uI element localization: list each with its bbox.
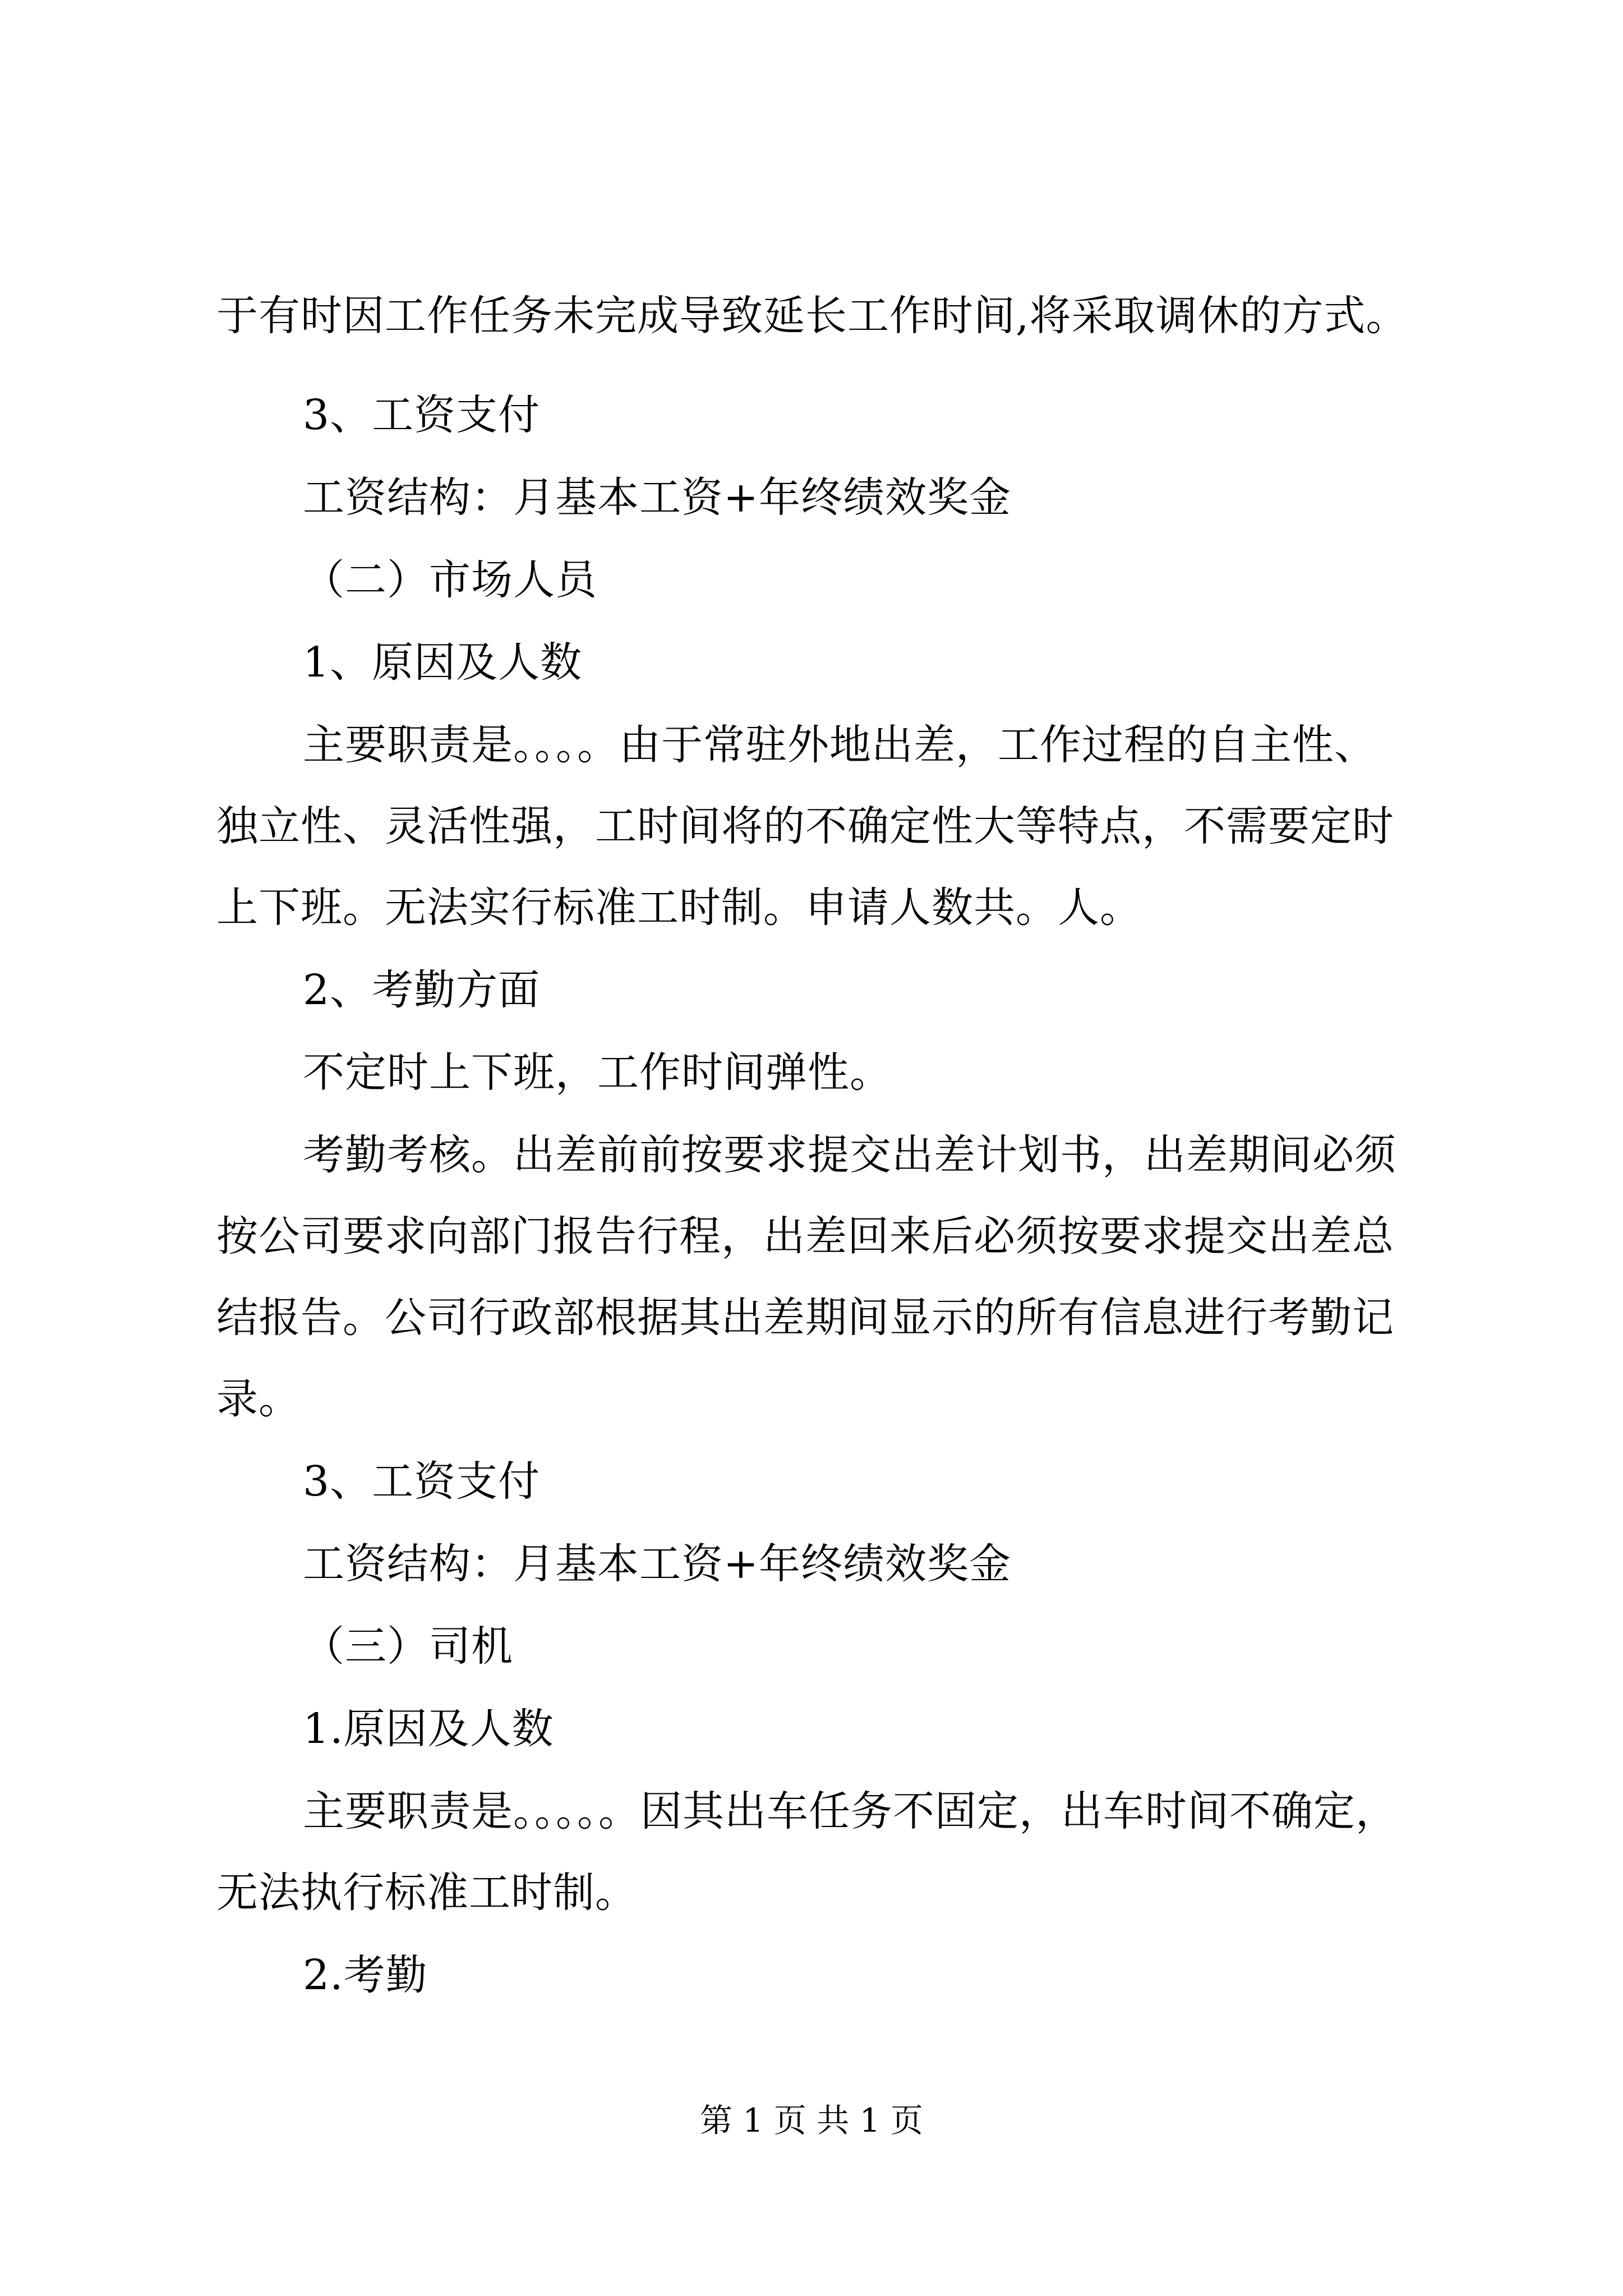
text-line: 主要职责是。。。。。因其出车任务不固定，出车时间不确定， xyxy=(303,1787,1398,1835)
text-line: 考勤考核。出差前前按要求提交出差计划书，出差期间必须 xyxy=(303,1131,1396,1179)
text-line: 主要职责是。。。。由于常驻外地出差，工作过程的自主性、 xyxy=(303,721,1376,769)
section-heading: 2.考勤 xyxy=(303,1951,428,1999)
section-heading: 3、工资支付 xyxy=(303,1457,541,1506)
page-footer: 第 1 页 共 1 页 xyxy=(700,2101,923,2139)
section-heading: （三）司机 xyxy=(303,1622,513,1671)
text-line: 上下班。无法实行标准工时制。申请人数共。人。 xyxy=(216,884,1142,932)
text-line: 于有时因工作任务未完成导致延长工作时间,将采取调休的方式。 xyxy=(216,292,1408,340)
section-heading: 1、原因及人数 xyxy=(303,638,583,687)
section-heading: 1.原因及人数 xyxy=(303,1705,554,1753)
text-line: 工资结构：月基本工资+年终绩效奖金 xyxy=(303,1540,1012,1588)
text-line: 工资结构：月基本工资+年终绩效奖金 xyxy=(303,473,1012,522)
section-heading: 3、工资支付 xyxy=(303,391,541,439)
section-heading: （二）市场人员 xyxy=(303,556,597,604)
text-line: 结报告。公司行政部根据其出差期间显示的所有信息进行考勤记 xyxy=(216,1294,1394,1342)
section-heading: 2、考勤方面 xyxy=(303,966,541,1014)
text-line: 按公司要求向部门报告行程，出差回来后必须按要求提交出差总 xyxy=(216,1212,1394,1260)
text-line: 录。 xyxy=(216,1375,301,1423)
text-line: 不定时上下班，工作时间弹性。 xyxy=(303,1048,892,1097)
text-line: 独立性、灵活性强，工时间将的不确定性大等特点，不需要定时 xyxy=(216,802,1394,850)
text-line: 无法执行标准工时制。 xyxy=(216,1869,637,1917)
